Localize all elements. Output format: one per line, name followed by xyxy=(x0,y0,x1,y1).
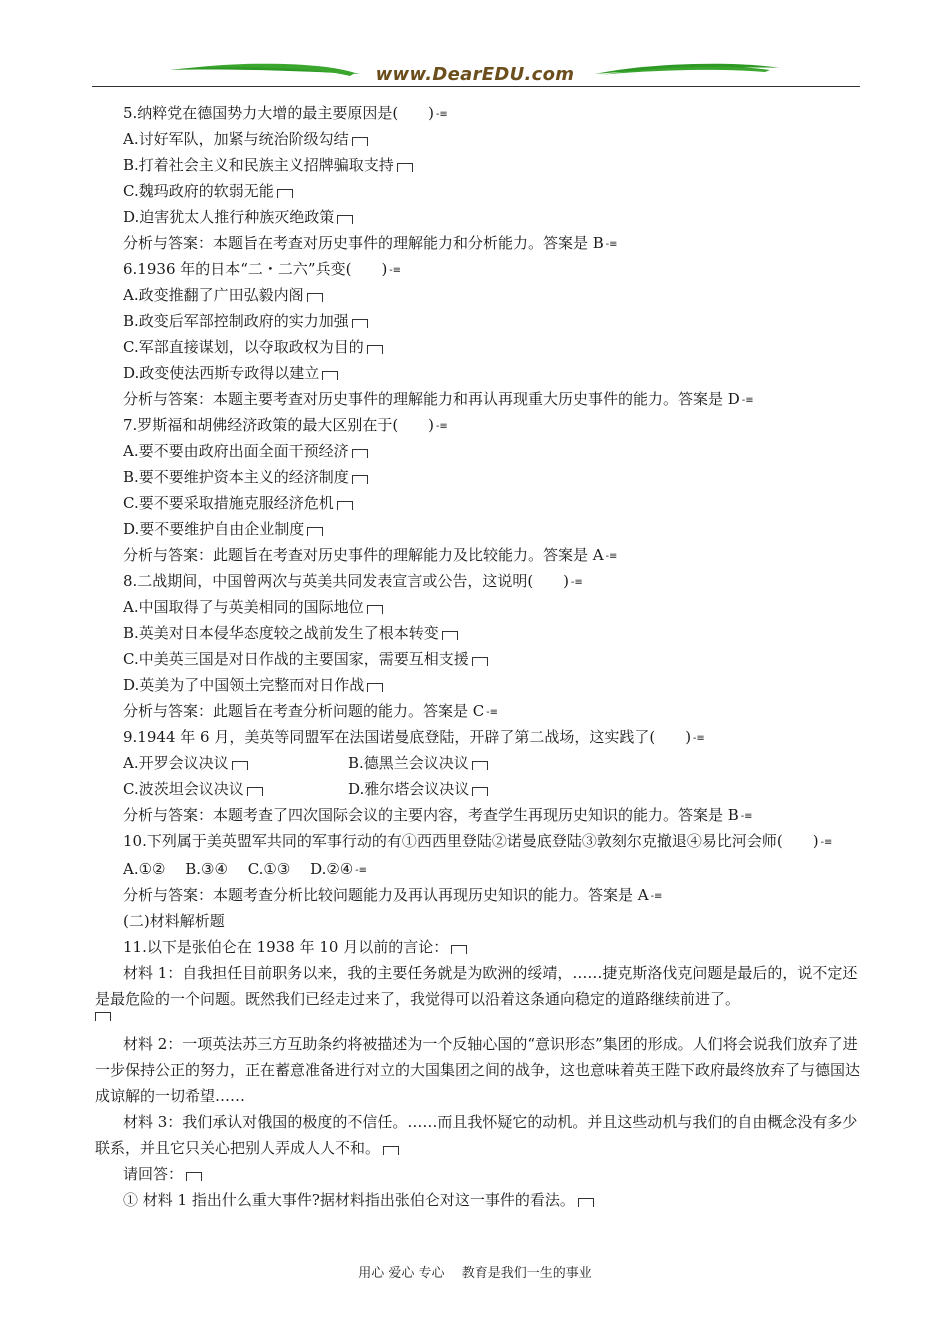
answer-prompt: 请回答： xyxy=(123,1161,863,1187)
option: A.讨好军队，加紧与统治阶级勾结 xyxy=(123,126,863,152)
option: D.迫害犹太人推行种族灭绝政策 xyxy=(123,204,863,230)
analysis: 分析与答案：此题旨在考查对历史事件的理解能力及比较能力。答案是 A -≡ xyxy=(123,546,618,564)
option: C.军部直接谋划，以夺取政权为目的 xyxy=(123,334,863,360)
option: C.要不要采取措施克服经济危机 xyxy=(123,490,863,516)
option: B.政变后军部控制政府的实力加强 xyxy=(123,308,863,334)
material-3: 材料 3：我们承认对俄国的极度的不信任。……而且我怀疑它的动机。并且这些动机与我们的自由概念没有多少联系，并且它只关心把别人弄成人人不和。 xyxy=(95,1113,858,1157)
option: B.要不要维护资本主义的经济制度 xyxy=(123,464,863,490)
sub-question-1: ① 材料 1 指出什么重大事件?据材料指出张伯仑对这一事件的看法。 xyxy=(123,1187,863,1213)
option: C.魏玛政府的软弱无能 xyxy=(123,178,863,204)
page-footer: 用心 爱心 专心 教育是我们一生的事业 xyxy=(358,1266,592,1281)
analysis: 分析与答案：本题主要考查对历史事件的理解能力和再认再现重大历史事件的能力。答案是 D -≡ xyxy=(123,390,754,408)
option-row: A.①② B.③④ C.①③ D.②④ -≡ xyxy=(123,860,368,878)
question-7: 7.罗斯福和胡佛经济政策的最大区别在于( ) -≡ xyxy=(123,416,448,434)
question-11: 11.以下是张伯仑在 1938 年 10 月以前的言论： xyxy=(123,934,863,960)
question-9: 9.1944 年 6 月，美英等同盟军在法国诺曼底登陆，开辟了第二战场，这实践了( ) -≡ xyxy=(123,728,705,746)
option: A.政变推翻了广田弘毅内阁 xyxy=(123,282,863,308)
option: D.要不要维护自由企业制度 xyxy=(123,516,863,542)
page-header xyxy=(0,0,950,92)
analysis: 分析与答案：本题旨在考查对历史事件的理解能力和分析能力。答案是 B -≡ xyxy=(123,234,618,252)
paragraph-mark xyxy=(95,1012,111,1021)
document-body xyxy=(95,100,863,1213)
analysis: 分析与答案：此题旨在考查分析问题的能力。答案是 C -≡ xyxy=(123,702,499,720)
section-title: (二)材料解析题 xyxy=(123,912,225,930)
question-8: 8.二战期间，中国曾两次与英美共同发表宣言或公告，这说明( ) -≡ xyxy=(123,572,583,590)
option: A.中国取得了与英美相同的国际地位 xyxy=(123,594,863,620)
option-row: C.波茨坦会议决议 D.雅尔塔会议决议 xyxy=(123,776,863,802)
question-10: 10.下列属于美英盟军共同的军事行动的有①西西里登陆②诺曼底登陆③敦刻尔克撤退④易比河会师( ) -≡ xyxy=(123,832,833,850)
option-row: A.开罗会议决议 B.德黑兰会议决议 xyxy=(123,750,863,776)
analysis: 分析与答案：本题考查了四次国际会议的主要内容，考查学生再现历史知识的能力。答案是 B -≡ xyxy=(123,806,753,824)
material-2: 材料 2：一项英法苏三方互助条约将被描述为一个反轴心国的“意识形态”集团的形成。人们将会说我们放弃了进一步保持公正的努力，正在蓄意准备进行对立的大国集团之间的战争，这也意味着英王陛下政府最终放弃了与德国达成谅解的一切希望…… xyxy=(95,1035,861,1105)
option: D.政变使法西斯专政得以建立 xyxy=(123,360,863,386)
question-6: 6.1936 年的日本“二・二六”兵变( ) -≡ xyxy=(123,260,402,278)
analysis: 分析与答案：本题考查分析比较问题能力及再认再现历史知识的能力。答案是 A -≡ xyxy=(123,886,663,904)
option: A.要不要由政府出面全面干预经济 xyxy=(123,438,863,464)
option: B.英美对日本侵华态度较之战前发生了根本转变 xyxy=(123,620,863,646)
material-1: 材料 1：自我担任目前职务以来，我的主要任务就是为欧洲的绥靖，……捷克斯洛伐克问题是最后的，说不定还是最危险的一个问题。既然我们已经走过来了，我觉得可以沿着这条通向稳定的道路继续前进了。 xyxy=(95,964,858,1008)
header-divider xyxy=(92,86,860,87)
option: B.打着社会主义和民族主义招牌骗取支持 xyxy=(123,152,863,178)
question-5: 5.纳粹党在德国势力大增的最主要原因是( ) -≡ xyxy=(123,104,448,122)
option: D.英美为了中国领土完整而对日作战 xyxy=(123,672,863,698)
logo-text: www.DearEDU.com xyxy=(375,64,575,85)
option: C.中美英三国是对日作战的主要国家，需要互相支援 xyxy=(123,646,863,672)
